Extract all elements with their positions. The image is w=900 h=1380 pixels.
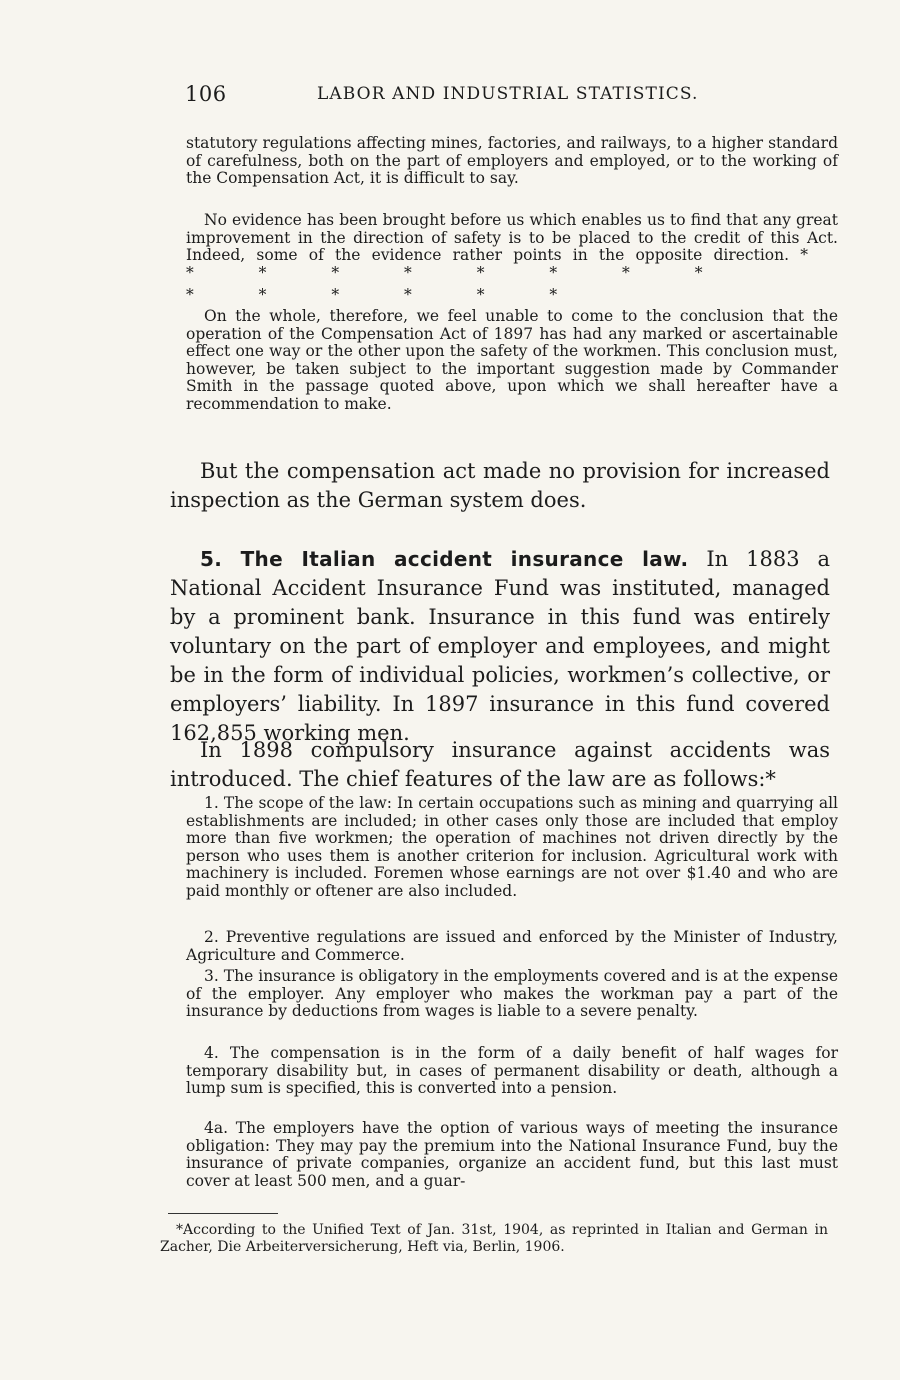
quote-paragraph-2-text: No evidence has been brought before us which enables us to find that any great improvement in the direction of safety is to be placed to the credit of this Act. Indeed, some of the evidence rather points in the opposite direction.: [186, 211, 838, 265]
ellipsis-stars-inline: * * * * * * * * *: [186, 246, 838, 282]
feature-4a-options: 4a. The employers have the option of various ways of meeting the insurance obligation: They may pay the premium into the National Insurance Fund, buy the insurance of private companies, organize an accident fund, but this last must cover at least 500 men, and a guar-: [186, 1119, 838, 1190]
ellipsis-stars-line: [186, 287, 838, 305]
feature-3-obligatory: 3. The insurance is obligatory in the employments covered and is at the expense of the employer. Any employer who makes the workman pay a part of the insurance by deductions from wages is liable to a severe penalty.: [186, 967, 838, 1021]
page-header: [185, 82, 825, 112]
footnote: *According to the Unified Text of Jan. 31st, 1904, as reprinted in Italian and German in Zacher, Die Arbeiterversicherung, Heft via, Berlin, 1906.: [160, 1222, 828, 1255]
paragraph-1898-law: In 1898 compulsory insurance against accidents was introduced. The chief features of the law are as follows:*: [170, 738, 830, 791]
paragraph-german-system: But the compensation act made no provision for increased inspection as the German system does.: [170, 459, 830, 512]
page-number: 106: [185, 82, 227, 106]
paragraph-italian-fund-text: In 1883 a National Accident Insurance Fund was instituted, managed by a prominent bank. Insurance in this fund was entirely voluntary on the part of employer and employees, and might be in the form of individual policies, workmen’s collective, or employers’ liability. In 1897 insurance in this fund covered 162,855 working men.: [170, 547, 830, 745]
quote-paragraph-3: On the whole, therefore, we feel unable to come to the conclusion that the operation of the Compensation Act of 1897 has had any marked or ascertainable effect one way or the other upon the safety of the workmen. This conclusion must, however, be taken subject to the important suggestion made by Commander Smith in the passage quoted above, upon which we shall hereafter have a recommendation to make.: [186, 307, 838, 413]
section-heading: 5. The Italian accident insurance law.: [200, 547, 689, 571]
ellipsis-stars: * * * * * *: [186, 286, 588, 304]
quote-paragraph-1: statutory regulations affecting mines, factories, and railways, to a higher standard of carefulness, both on the part of employers and employed, or to the working of the Compensation Act, it is difficult to say.: [186, 134, 838, 188]
paragraph-italian-fund: [170, 545, 830, 748]
feature-2-preventive: 2. Preventive regulations are issued and enforced by the Minister of Industry, Agriculture and Commerce.: [186, 928, 838, 964]
quote-paragraph-2: [186, 212, 838, 282]
feature-4-compensation: 4. The compensation is in the form of a daily benefit of half wages for temporary disability but, in cases of permanent disability or death, although a lump sum is specified, this is converted into a pension.: [186, 1044, 838, 1098]
footnote-rule: [168, 1213, 278, 1214]
feature-1-scope: 1. The scope of the law: In certain occupations such as mining and quarrying all establishments are included; in other cases only those are included that employ more than five workmen; the operation of machines not driven directly by the person who uses them is another criterion for inclusion. Agricultural work with machinery is included. Foremen whose earnings are not over $1.40 and who are paid monthly or oftener are also included.: [186, 794, 838, 900]
running-title: LABOR AND INDUSTRIAL STATISTICS.: [317, 84, 699, 104]
